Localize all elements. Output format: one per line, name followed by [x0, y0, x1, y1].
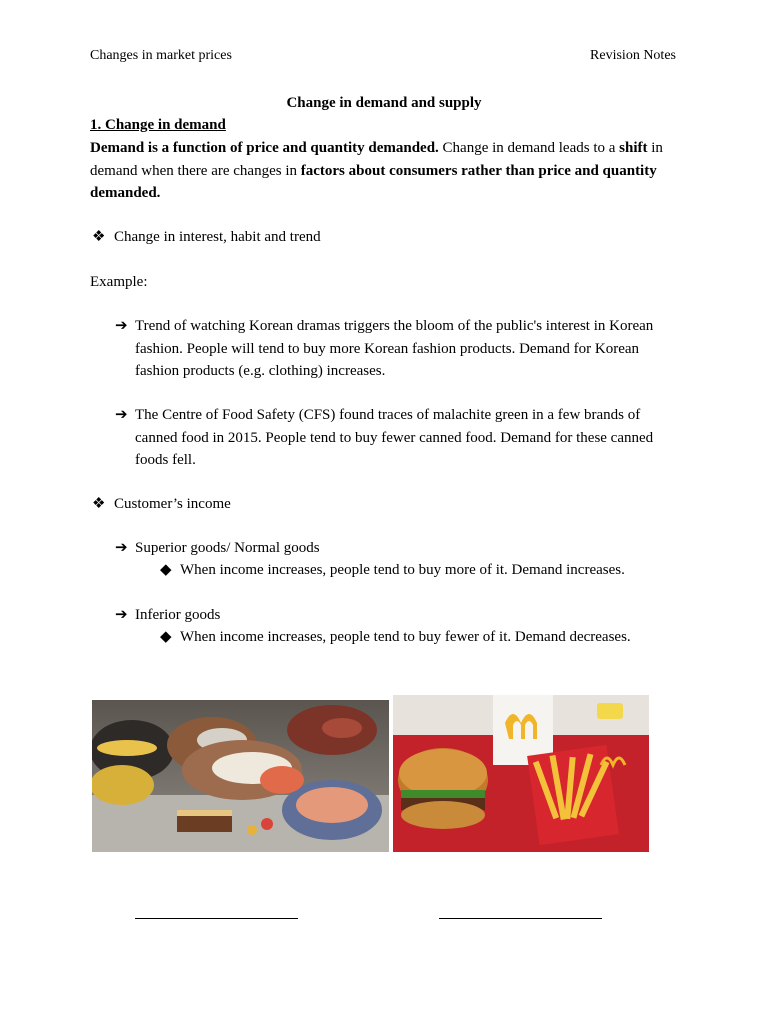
goods-note-text: When income increases, people tend to buy fewer of it. Demand decreases.	[180, 629, 631, 645]
goods-label: Inferior goods	[135, 607, 221, 623]
goods-note	[160, 559, 625, 582]
example-text: The Centre of Food Safety (CFS) found traces of malachite green in a few brands of canned food in 2015. People tend to buy fewer canned food. Demand for these canned foods fell.	[135, 407, 654, 468]
bullet-icon: ❖	[92, 229, 106, 245]
example-item	[115, 315, 675, 383]
arrow-icon: ➔	[115, 407, 128, 423]
goods-item-inferior	[115, 604, 675, 627]
fast-food-photo	[393, 695, 649, 852]
goods-label: Superior goods/ Normal goods	[135, 540, 320, 556]
example-label: Example:	[90, 274, 148, 290]
intro-bold-1: Demand is a function of price and quantity demanded.	[90, 140, 439, 156]
diamond-icon: ◆	[160, 562, 172, 578]
caption-blank-right	[439, 918, 602, 919]
intro-bold-2: shift	[619, 140, 648, 156]
bullet-icon: ❖	[92, 496, 106, 512]
bullet-income-text: Customer’s income	[114, 496, 231, 512]
goods-item-superior	[115, 537, 675, 560]
buffet-food-photo	[92, 700, 389, 852]
goods-note	[160, 626, 631, 649]
intro-bold-3: factors about consumers rather than price and quantity demanded.	[90, 162, 657, 201]
header-left: Changes in market prices	[90, 48, 232, 63]
example-text: Trend of watching Korean dramas triggers the bloom of the public's interest in Korean fashion. People will tend to buy more Korean fashion products. Demand for Korean fashion products (e.g. clothing) increases.	[135, 318, 654, 379]
goods-note-text: When income increases, people tend to buy more of it. Demand increases.	[180, 562, 625, 578]
bullet-interest	[92, 226, 321, 249]
arrow-icon: ➔	[115, 540, 128, 556]
intro-paragraph	[90, 137, 680, 205]
bullet-income	[92, 493, 231, 516]
section-heading: 1. Change in demand	[90, 117, 226, 133]
bullet-interest-text: Change in interest, habit and trend	[114, 229, 321, 245]
caption-blank-left	[135, 918, 298, 919]
page-title: Change in demand and supply	[286, 95, 482, 111]
example-item	[115, 404, 675, 472]
arrow-icon: ➔	[115, 318, 128, 334]
intro-text-1: Change in demand leads to a	[438, 140, 620, 156]
arrow-icon: ➔	[115, 607, 128, 623]
diamond-icon: ◆	[160, 629, 172, 645]
header-right: Revision Notes	[590, 48, 676, 63]
intro-text-2: in demand when there are changes in	[90, 140, 663, 179]
